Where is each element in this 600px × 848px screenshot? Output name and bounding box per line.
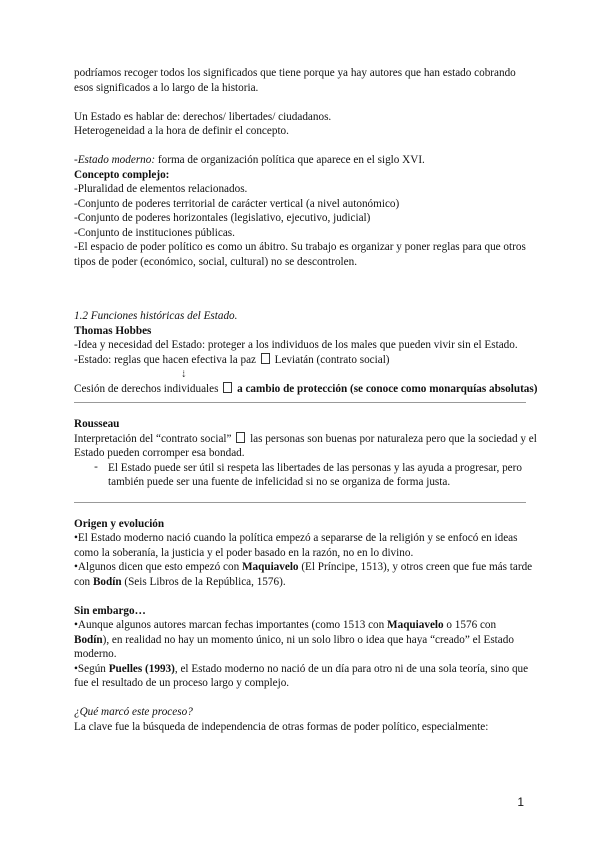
text: Maquiavelo: [241, 561, 299, 573]
concepto-title: Concepto complejo:: [74, 168, 170, 181]
text-line: [74, 382, 538, 397]
text: Bodín: [74, 633, 103, 646]
text: las personas son buenas por naturaleza pero que la sociedad y el: [250, 432, 537, 445]
list-item: -Pluralidad de elementos relacionados.: [74, 183, 248, 195]
text-line: moderno.: [74, 648, 117, 660]
text: (Seis Libros de la República, 1576).: [121, 575, 286, 588]
text: Puelles (1993): [108, 662, 175, 675]
text-line: •El Estado moderno nació cuando la política empezó a separarse de la religión y se enfocó en ideas: [74, 532, 518, 544]
list-item: [74, 461, 529, 490]
dash-marker: -: [94, 460, 98, 473]
text: , el Estado moderno no nació de un día para otro ni de una sola teoría, sino que: [174, 662, 529, 675]
missing-glyph-icon: [223, 382, 232, 393]
text: •Según: [74, 662, 109, 675]
text: o 1576 con: [443, 619, 497, 631]
text-line: podríamos recoger todos los significados que tiene porque ya hay autores que han estado cobrando: [74, 67, 516, 79]
divider: [74, 502, 526, 503]
text: •Aunque algunos autores marcan fechas importantes (como 1513 con: [74, 619, 388, 631]
text-line: esos significados a lo largo de la historia.: [74, 81, 259, 94]
text: -Estado: reglas que hacen efectiva la paz: [74, 353, 257, 366]
section-title: 1.2 Funciones históricas del Estado.: [74, 310, 238, 322]
text: Bodín: [92, 575, 122, 588]
text-line: como la soberanía, la justicia y el poder basado en la razón, no en lo divino.: [74, 546, 414, 559]
list-item: -Conjunto de instituciones públicas.: [74, 226, 235, 239]
text-line: -Idea y necesidad del Estado: proteger a los individuos de los males que pueden vivir sin el Estado.: [74, 339, 518, 351]
marco-title: ¿Qué marcó este proceso?: [74, 706, 193, 718]
definition: forma de organización política que aparece en el siglo XVI.: [155, 154, 425, 166]
rousseau-title: Rousseau: [74, 418, 120, 430]
text: con: [74, 575, 93, 588]
down-arrow-icon: ⇣: [180, 369, 188, 379]
text: (El Príncipe, 1513), y otros creen que fue más tarde: [298, 561, 533, 573]
text: Cesión de derechos individuales: [74, 382, 219, 395]
text-line: El Estado puede ser útil si respeta las libertades de las personas y las ayuda a progresar, pero: [108, 461, 522, 474]
text-line: [74, 560, 533, 575]
list-item: -El espacio de poder político es como un ábitro. Su trabajo es organizar y poner reglas para que otros: [74, 241, 526, 253]
text: ), en realidad no hay un momento único, ni un solo libro o idea que haya “creado” el Estado: [102, 633, 514, 646]
text-line: Estado pueden corromper esa bondad.: [74, 447, 245, 459]
text-line: [74, 662, 529, 677]
page-number: 1: [517, 795, 524, 809]
text-line: [74, 618, 529, 633]
document-page: [74, 66, 538, 734]
text: Interpretación del “contrato social”: [74, 432, 232, 445]
text-line: Un Estado es hablar de: derechos/ libertades/ ciudadanos.: [74, 110, 332, 123]
text-line: La clave fue la búsqueda de independencia de otras formas de poder político, especialmente:: [74, 720, 489, 733]
list-item: -Conjunto de poderes territorial de carácter vertical (a nivel autonómico): [74, 197, 400, 210]
text: •Algunos dicen que esto empezó con: [74, 561, 242, 573]
text-line: [74, 432, 537, 447]
text-line: [74, 633, 529, 648]
estado-moderno-definition: [74, 153, 529, 168]
text-line: Heterogeneidad a la hora de definir el concepto.: [74, 125, 289, 137]
text: a cambio de protección (se conoce como monarquías absolutas): [237, 382, 538, 395]
list-item: tipos de poder (económico, social, cultural) no se descontrolen.: [74, 255, 358, 268]
divider: [74, 402, 526, 403]
hobbes-title: Thomas Hobbes: [74, 324, 152, 337]
text-line: [74, 353, 529, 368]
missing-glyph-icon: [236, 432, 245, 443]
text-line: fue el resultado de un proceso largo y complejo.: [74, 677, 290, 689]
text: Maquiavelo: [387, 619, 444, 631]
text: Leviatán (contrato social): [274, 353, 390, 366]
term: -Estado moderno:: [74, 154, 156, 166]
text-line: [74, 575, 529, 590]
text-line: también puede ser una fuente de infelicidad si no se organiza de forma justa.: [108, 476, 451, 488]
missing-glyph-icon: [261, 353, 270, 364]
list-item: -Conjunto de poderes horizontales (legislativo, ejecutivo, judicial): [74, 212, 371, 224]
origen-title: Origen y evolución: [74, 517, 165, 530]
sin-embargo-title: Sin embargo…: [74, 604, 146, 617]
